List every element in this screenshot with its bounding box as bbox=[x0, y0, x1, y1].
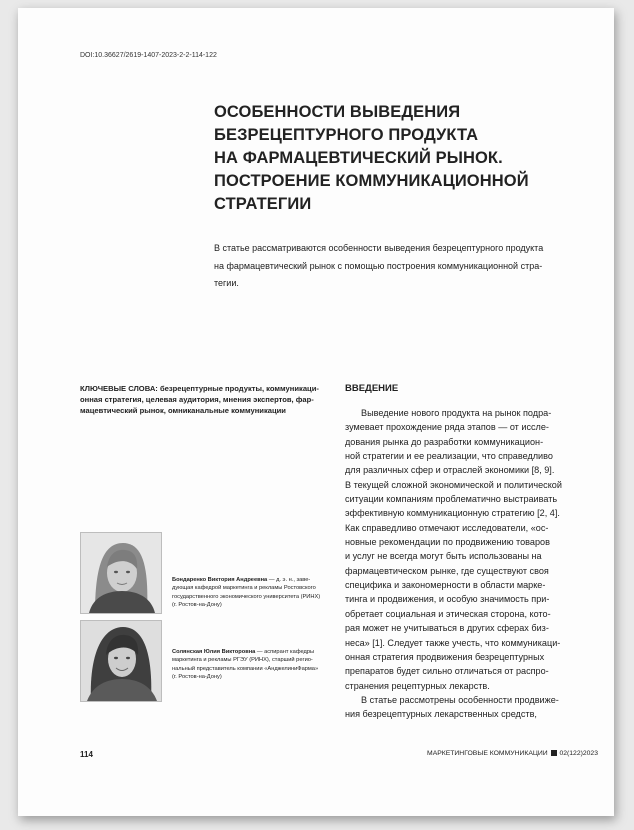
title-line: НА ФАРМАЦЕВТИЧЕСКИЙ РЫНОК. bbox=[214, 149, 503, 167]
body-line: В статье рассмотрены особенности продвиже- bbox=[361, 694, 559, 705]
body-line: ной стратегии и ее реализации, что справедливо bbox=[345, 451, 553, 462]
author-detail: дующая кафедрой маркетинга и рекламы Ростовского bbox=[172, 585, 316, 592]
author-detail: государственного экономического университета (РИНХ) bbox=[172, 593, 321, 600]
section-heading: ВВЕДЕНИЕ bbox=[345, 383, 399, 394]
title-line: БЕЗРЕЦЕПТУРНОГО ПРОДУКТА bbox=[214, 126, 479, 144]
abstract-line: на фармацевтический рынок с помощью построения коммуникационной стра- bbox=[214, 260, 543, 271]
body-line: эффективную коммуникационную стратегию [2, 4]. bbox=[345, 508, 560, 519]
body-line: зумевает прохождение ряда этапов — от иссле- bbox=[345, 422, 549, 433]
body-line: рая может не учитываться в других сферах биз- bbox=[345, 623, 549, 634]
body-line: фармацевтическом рынке, где существуют своя bbox=[345, 565, 549, 576]
author-info bbox=[172, 648, 357, 682]
keywords bbox=[80, 383, 325, 416]
body-line: онная стратегия продвижения безрецептурных bbox=[345, 651, 545, 662]
author-detail: (г. Ростов-на-Дону) bbox=[172, 602, 222, 609]
author-photo bbox=[80, 620, 162, 702]
abstract bbox=[214, 240, 594, 293]
body-line: странения рецептурных лекарств. bbox=[345, 680, 490, 691]
body-line: и услуг не всегда могут быть использованы на bbox=[345, 551, 542, 562]
journal-page bbox=[18, 8, 614, 816]
body-line: ситуации компаниям проблематично выстраивать bbox=[345, 494, 558, 505]
body-line: тинга и продвижения, и особую значимость при- bbox=[345, 594, 550, 605]
author-detail: маркетинга и рекламы РГЭУ (РИНХ), старший регио- bbox=[172, 657, 313, 664]
body-line: дования рынка до разработки коммуникацион- bbox=[345, 436, 544, 447]
author-detail: — д. э. н., заве- bbox=[267, 577, 311, 583]
body-line: обретает социальная и этическая сторона, кото- bbox=[345, 608, 551, 619]
square-bullet-icon bbox=[551, 750, 557, 756]
article-title bbox=[214, 101, 574, 216]
title-line: СТРАТЕГИИ bbox=[214, 195, 312, 213]
author-photo bbox=[80, 532, 162, 614]
body-line: специфика и закономерности в области марке- bbox=[345, 580, 546, 591]
body-line: ния безрецептурных лекарственных средств, bbox=[345, 709, 537, 720]
keywords-line: мацевтический рынок, омниканальные коммуникации bbox=[80, 406, 286, 415]
keywords-line: КЛЮЧЕВЫЕ СЛОВА: безрецептурные продукты, коммуникаци- bbox=[80, 384, 319, 393]
journal-name: МАРКЕТИНГОВЫЕ КОММУНИКАЦИИ bbox=[427, 750, 548, 757]
body-line: для различных сфер и отраслей экономики [8, 9]. bbox=[345, 465, 555, 476]
abstract-line: тегии. bbox=[214, 278, 239, 288]
journal-issue: 02(122)2023 bbox=[559, 750, 598, 757]
body-line: препаратов будет сильно отличаться от распро- bbox=[345, 666, 549, 677]
body-line: Как справедливо отмечают исследователи, «ос- bbox=[345, 522, 549, 533]
author-detail: (г. Ростов-на-Дону) bbox=[172, 674, 222, 681]
author-info bbox=[172, 576, 357, 610]
keywords-line: онная стратегия, целевая аудитория, мнения экспертов, фар- bbox=[80, 395, 314, 404]
author-detail: — аспирант кафедры bbox=[255, 649, 315, 655]
body-line: Выведение нового продукта на рынок подра- bbox=[361, 408, 552, 418]
body-line: В текущей сложной экономической и политической bbox=[345, 479, 562, 490]
body-line: неса» [1]. Следует также учесть, что коммуникаци- bbox=[345, 637, 561, 648]
body-text bbox=[345, 406, 607, 722]
title-line: ПОСТРОЕНИЕ КОММУНИКАЦИОННОЙ bbox=[214, 172, 529, 190]
doi: DOI:10.36627/2619-1407-2023-2-2-114-122 bbox=[80, 52, 217, 59]
body-line: новные рекомендации по продвижению товаров bbox=[345, 537, 550, 548]
page-number: 114 bbox=[80, 750, 93, 759]
author-detail: нальный представитель компании «АнджелиниФарма» bbox=[172, 665, 319, 672]
author-name: Бондаренко Виктория Андреевна bbox=[172, 577, 268, 583]
journal-footer bbox=[427, 750, 598, 757]
author-name: Солянская Юлия Викторовна bbox=[172, 649, 256, 655]
title-line: ОСОБЕННОСТИ ВЫВЕДЕНИЯ bbox=[214, 103, 461, 121]
abstract-line: В статье рассматриваются особенности выведения безрецептурного продукта bbox=[214, 243, 544, 253]
